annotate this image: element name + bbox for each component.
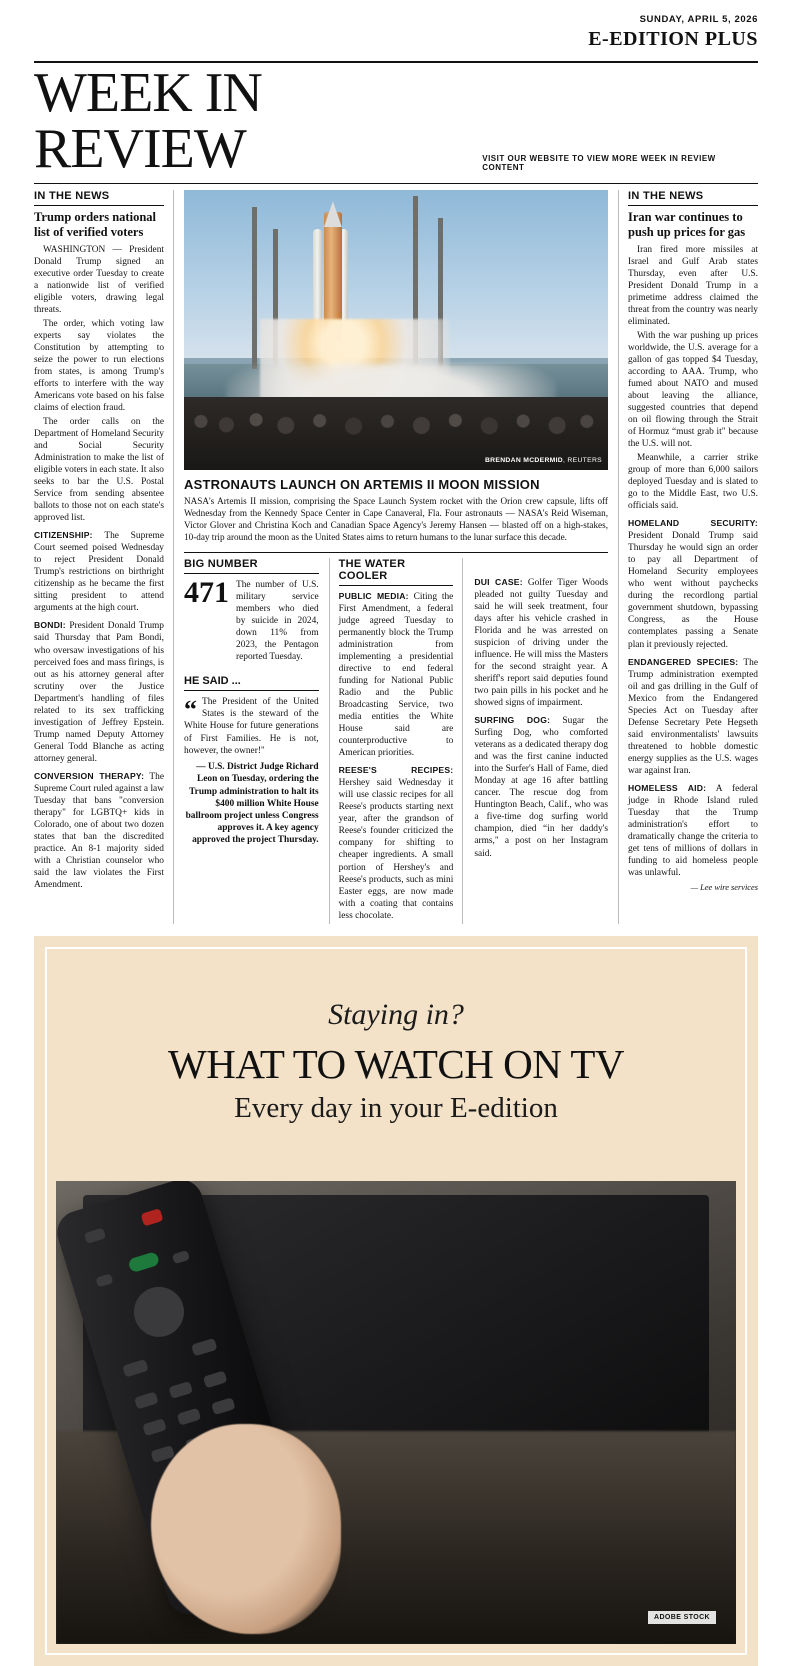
water-cooler-item <box>339 591 454 759</box>
masthead-top <box>34 0 758 51</box>
quote-mark-icon: “ <box>184 695 197 725</box>
dpad-center-icon <box>128 1280 190 1342</box>
center-column <box>184 190 608 924</box>
big-number-text: The number of U.S. military service members who died by suicide in 2024, down 11% from 2023, the Pentagon reported Tuesday. <box>236 579 319 662</box>
left-headline: Trump orders national list of verified voters <box>34 210 156 239</box>
right-brief-label: HOMELESS AID: <box>628 782 707 793</box>
remote-button-icon <box>177 1407 202 1425</box>
left-brief-text: President Donald Trump said Thursday that Pam Bondi, who oversaw investigations of his perceived foes and mass firings, is out as his attorney general after scrutiny over the Justice Department's handling of files related to its sex trafficking investigation of Jeffrey Epstein. Trump named Deputy Attorney General Todd Blanche as acting attorney general. <box>34 621 164 764</box>
right-column <box>618 190 758 924</box>
right-brief-text: The Trump administration exempted oil and gas drilling in the Gulf of Mexico from the Endangered Species Act on Tuesday after Defense Secretary Pete Hegseth said environmentalists' lawsuits threatened to hobble domestic energy supplies as the U.S. wages war against Iran. <box>628 657 758 776</box>
tv-promo-ad[interactable] <box>34 936 758 1666</box>
right-brief-label: ENDANGERED SPECIES: <box>628 656 739 667</box>
water-cooler-label: REESE'S RECIPES: <box>338 765 454 776</box>
remote-button-icon <box>96 1273 114 1287</box>
left-brief <box>34 620 164 764</box>
water-cooler-block-2 <box>473 558 608 924</box>
photo-cutline: NASA's Artemis II mission, comprising the Space Launch System rocket with the Orion crew capsule, lifts off Wednesday from the Kennedy Space Center in Cape Canaveral, Fla. Four astronauts — NASA's Reid Wiseman, Victor Glover and Christina Koch and Canadian Space Agency's Jeremy Hansen — blasted off on a high-stakes, 10-day trip around the moon as the United States aims to return humans to the lunar surface this decade. <box>184 496 608 542</box>
power-button-icon <box>141 1208 164 1226</box>
left-paragraph: The order calls on the Department of Homeland Security and Social Security Administration to make the list of eligible voters in each state. It also seeks to bar the U.S. Postal Service from sending absentee ballots to those not on each state's approved list. <box>34 416 164 524</box>
left-brief-text: The Supreme Court ruled against a law Tuesday that bans "conversion therapy" for LGBTQ+ kids in Colorado, one of about two dozen states that ban the discredited practice. An 8-1 majority sided with a Christian counselor who said the law violates the First Amendment. <box>34 771 164 891</box>
publication-date: SUNDAY, APRIL 5, 2026 <box>639 14 758 25</box>
left-brief-label: CONVERSION THERAPY: <box>34 770 145 781</box>
remote-button-icon <box>128 1251 161 1273</box>
remote-button-icon <box>169 1381 194 1399</box>
right-paragraph: Meanwhile, a carrier strike group of more than 6,000 sailors deployed Tuesday and is slated to go to the Middle East, two U.S. officials said. <box>628 453 758 512</box>
right-brief-label: HOMELAND SECURITY: <box>628 518 758 529</box>
lead-photo-block <box>184 190 608 544</box>
left-brief-label: CITIZENSHIP: <box>34 530 93 541</box>
right-brief-text: President Donald Trump said Thursday he would sign an order to pay all Department of Homeland Security employees who went without paychecks during the recordlong partial government shutdown, bypassing Congress, as the House contemplates passing a Senate plan it previously rejected. <box>628 531 758 650</box>
left-column <box>34 190 174 924</box>
big-number-head: BIG NUMBER <box>184 558 319 574</box>
water-cooler-head: THE WATER COOLER <box>339 558 454 586</box>
water-cooler-text: Sugar the Surfing Dog, who comforted veterans as a dedicated therapy dog and was the first canine inducted into the Surfer's Hall of Fame, died Monday at age 16 after battling cancer. The rescue dog from Huntington Beach, Calif., who was a five-time dog surfing world champion, died “in her daddy's arms," a post on her Instagram said. <box>474 716 609 859</box>
ad-subtitle: Every day in your E-edition <box>234 1091 558 1124</box>
water-cooler-block <box>329 558 464 924</box>
website-note: VISIT OUR WEBSITE TO VIEW MORE WEEK IN REVIEW CONTENT <box>482 154 716 172</box>
right-brief-text: A federal judge in Rhode Island ruled Tuesday that the Trump administration's effort to dramatically change the criteria to get tens of millions of dollars in funding to aid homeless people was unlawful. <box>628 783 758 879</box>
big-number-block <box>184 558 319 924</box>
big-number-value: 471 <box>184 575 229 609</box>
left-paragraph: The order, which voting law experts say violates the Constitution by attempting to seize the power to run elections from states, is among Trump's efforts to interfere with the way Americans vote based on his false claims of election fraud. <box>34 318 164 413</box>
water-cooler-label: PUBLIC MEDIA: <box>338 590 409 601</box>
edition-label: E-EDITION PLUS <box>588 28 758 50</box>
he-said-attribution: — U.S. District Judge Richard Leon on Tuesday, ordering the Trump administration to halt its $400 million White House ballroom project unless Congress approves it. A key agency approved the project Thursday. <box>185 762 319 846</box>
main-content-grid <box>34 190 758 924</box>
center-lower-grid <box>184 552 608 924</box>
ad-photo <box>56 1181 736 1644</box>
water-cooler-text: Hershey said Wednesday it will use classic recipes for all Reese's products starting next year, after the grandson of Reese's founder criticized the company for shifting to cheaper ingredients. A small portion of Hershey's and Reese's products, such as mini Easter eggs, are now made with a coating that contains less chocolate. <box>338 778 454 921</box>
he-said-quote: The President of the United States is the steward of the White House for future generations of First Families. He is not, however, the owner!" <box>184 697 319 756</box>
water-cooler-item <box>474 577 608 709</box>
masthead-rule-bottom <box>34 183 758 184</box>
photo-headline: ASTRONAUTS LAUNCH ON ARTEMIS II MOON MISSION <box>184 477 540 492</box>
right-paragraph: Iran fired more missiles at Israel and Gulf Arab states Thursday, even after U.S. President Donald Trump in a primetime address claimed the threat from the country was nearly eliminated. <box>628 244 758 327</box>
right-brief <box>628 783 758 879</box>
right-headline: Iran war continues to push up prices for gas <box>628 210 746 239</box>
ad-title: WHAT TO WATCH ON TV <box>168 1040 624 1087</box>
water-cooler-label: DUI CASE: <box>474 576 523 587</box>
left-section-head: IN THE NEWS <box>34 190 164 206</box>
launch-tower-icon <box>252 207 257 369</box>
photo-credit-org: REUTERS <box>567 457 602 464</box>
rocket-launch-photo <box>184 190 608 470</box>
water-cooler-text: Citing the First Amendment, a federal judge agreed Tuesday to permanently block the Trump administration from implementing a presidential directive to end federal funding for National Public Radio and the Public Broadcasting Service, two media entities the White House said are counterproductive to American priorities. <box>338 591 454 759</box>
left-paragraph: WASHINGTON — President Donald Trump signed an executive order Tuesday to create a nationwide list of verified eligible voters, drawing legal threats. <box>34 244 164 315</box>
remote-button-icon <box>134 1391 159 1409</box>
left-brief-label: BONDI: <box>34 620 66 631</box>
big-number-row <box>184 575 319 663</box>
left-brief <box>34 530 164 614</box>
remote-button-icon <box>84 1227 106 1243</box>
page-title: WEEK IN REVIEW <box>34 62 262 180</box>
remote-button-icon <box>143 1418 168 1436</box>
water-cooler-item <box>339 765 454 921</box>
ad-photo-credit: ADOBE STOCK <box>648 1611 716 1624</box>
remote-button-icon <box>123 1359 149 1377</box>
right-brief <box>628 518 758 650</box>
photo-credit: BRENDAN MCDERMID, REUTERS <box>484 457 602 464</box>
masthead-title-row <box>34 63 758 183</box>
water-cooler-text: Golfer Tiger Woods pleaded not guilty Tuesday and said he will seek treatment, four days after his vehicle crashed in Florida and he was arrested on suspicion of driving under the influence. He will miss the Masters for the second straight year. A sheriff's report said deputies found two pain pills in his pocket and he showed signs of impairment. <box>474 577 608 709</box>
photo-credit-name: BRENDAN MCDERMID <box>484 457 564 464</box>
right-section-head: IN THE NEWS <box>628 190 758 206</box>
spacer <box>474 558 608 577</box>
he-said-quote-block <box>184 696 319 847</box>
ad-kicker: Staying in? <box>328 997 464 1031</box>
remote-button-icon <box>191 1338 217 1356</box>
water-cooler-label: SURFING DOG: <box>474 715 551 726</box>
wire-credit: — Lee wire services <box>690 883 758 893</box>
water-cooler-item <box>474 715 608 859</box>
right-paragraph: With the war pushing up prices worldwide, the U.S. average for a gallon of gas topped $4 Tuesday, according to AAA. Trump, who fumed about NATO and mused about leaving the alliance, suggested countries that depend on oil flowing through the Strait of Hormuz “must grab it" because the U.S. will not. <box>628 330 758 449</box>
remote-button-icon <box>211 1397 236 1415</box>
left-brief <box>34 771 164 891</box>
remote-button-icon <box>203 1370 228 1388</box>
left-brief-text: The Supreme Court seemed poised Wednesday to reject President Donald Trump's restrictions on birthright citizenship as he became the first sitting president to attend arguments at the high court. <box>34 531 164 614</box>
he-said-head: HE SAID ... <box>184 675 319 691</box>
remote-button-icon <box>172 1250 190 1264</box>
right-brief <box>628 657 758 777</box>
